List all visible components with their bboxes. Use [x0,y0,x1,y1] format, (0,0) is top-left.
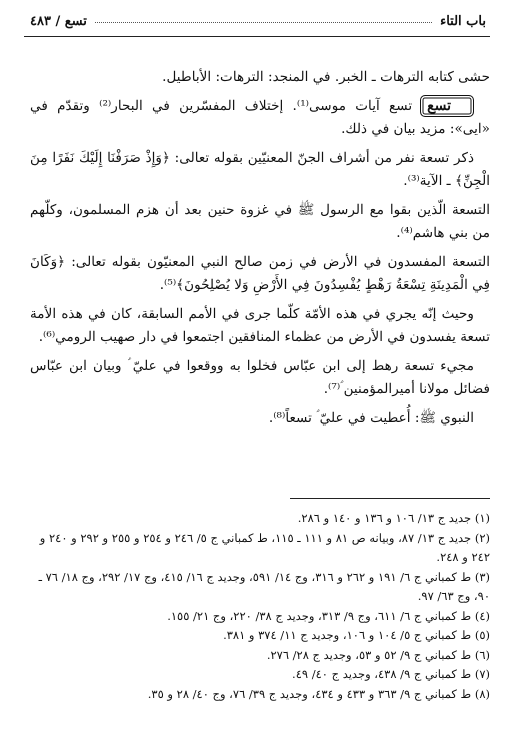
paragraph-entry-intro [30,95,490,142]
footnote: (٥) ط كمباني ج ٥/ ١٠٤ و ١٠٦، وجديد ج ١١/ ٣٧٤ و ٣٨١. [223,628,490,642]
header-dot-leader [95,21,432,23]
footnotes [26,509,490,704]
paragraph-jinn: ذكر تسعة نفر من أشراف الجنّ المعنيّين بقوله تعالى: ﴿وَإِذْ صَرَفْنَا إِلَيْكَ نَفَرًا مِنَ الْجِنِّ﴾ ـ الآية⁽³⁾. [30,149,490,189]
footnote: (٤) ط كمباني ج ٦/ ٦١١، وج ٩/ ٣١٣، وجديد ج ٣٨/ ٢٢٠، وج ٢١/ ١٥٥. [167,608,490,623]
paragraph-hunayn: التسعة الّذين بقوا مع الرسول ﷺ في غزوة حنين بعد أن هزم المسلمون، وكلّهم من بني هاشم⁽⁴⁾. [30,201,490,241]
paragraph-corrupters: التسعة المفسدون في الأرض في زمن صالح النبي المعنيّون بقوله تعالى: ﴿وَكَانَ فِي الْمَدِينَةِ تِسْعَةُ رَهْطٍ يُفْسِدُونَ فِي الأَرْضِ وَلا يُصْلِحُونَ﴾⁽⁵⁾. [30,253,490,293]
footnote: (٨) ط كمباني ج ٩/ ٣٦٣ و ٤٣٣ و ٤٣٤، وجديد ج ٣٩/ ٧٦، وج ٤٠/ ٢٨ و ٣٥. [147,686,490,701]
footnote: (٦) ط كمباني ج ٩/ ٥٢ و ٥٣، وجديد ج ٢٨/ ٢٧٦. [266,647,490,662]
footnote: (١) جديد ج ١٣/ ١٠٦ و ١٣٦ و ١٤٠ و ٢٨٦. [297,511,490,525]
running-header [30,14,486,29]
entry-page-number: تسع / ٤٨٣ [30,14,87,29]
footnote: (٣) ط كمباني ج ٦/ ١٩١ و ٢٦٢ و ٣١٦، وج ١٤/ ٥٩١، وجديد ج ١٦/ ٤١٥، وج ١٧/ ٢٩٢، وج ١٨/ ٧٦ ـ ٩٠، وج ٦٣/ ٩٧. [38,569,490,603]
footnote: (٧) ط كمباني ج ٩/ ٤٣٨، وجديد ج ٤٠/ ٤٩. [292,667,490,681]
chapter-title: باب التاء [440,14,486,29]
paragraph-entry-intro-text: تسع آيات موسى⁽¹⁾. إختلاف المفسّرين في البحار⁽²⁾ وتقدّم في «ايى»: مزيد بيان في ذلك. [30,97,490,137]
main-text [30,66,490,435]
footnote-rule [290,498,490,499]
footnote: (٢) جديد ج ١٣/ ٨٧، وبيانه ص ٨١ و ١١١ ـ ١١٥، ط كمباني ج ٥/ ٢٤٦ و ٢٥٤ و ٢٥٥ و ٢٩٢ و ٢٤٠ و ٢٤٢ و ٢٤٨. [39,530,490,564]
entry-heading: تسع [420,95,474,117]
header-rule [24,36,490,37]
paragraph-prophetic-saying: النبوي ﷺ: أُعطيت في عليّ ؑ تسعاً⁽⁸⁾. [268,409,474,426]
paragraph-continuation: حشى كتابه الترهات ـ الخبر. في المنجد: الترهات: الأباطيل. [162,69,490,85]
paragraph-ibn-abbas: مجيء تسعة رهط إلى ابن عبّاس فخلوا به ووقعوا في عليّ ؑ وبيان ابن عبّاس فضائل مولانا أميرالمؤمنين ؑ⁽⁷⁾. [30,357,490,397]
paragraph-this-nation: وحيث إنّه يجري في هذه الأمّة كلّما جرى في الأمم السابقة، كان في هذه الأمة تسعة يفسدون في الأرض من عظماء المنافقين اجتمعوا في دار صهيب الرومي⁽⁶⁾. [30,305,490,345]
